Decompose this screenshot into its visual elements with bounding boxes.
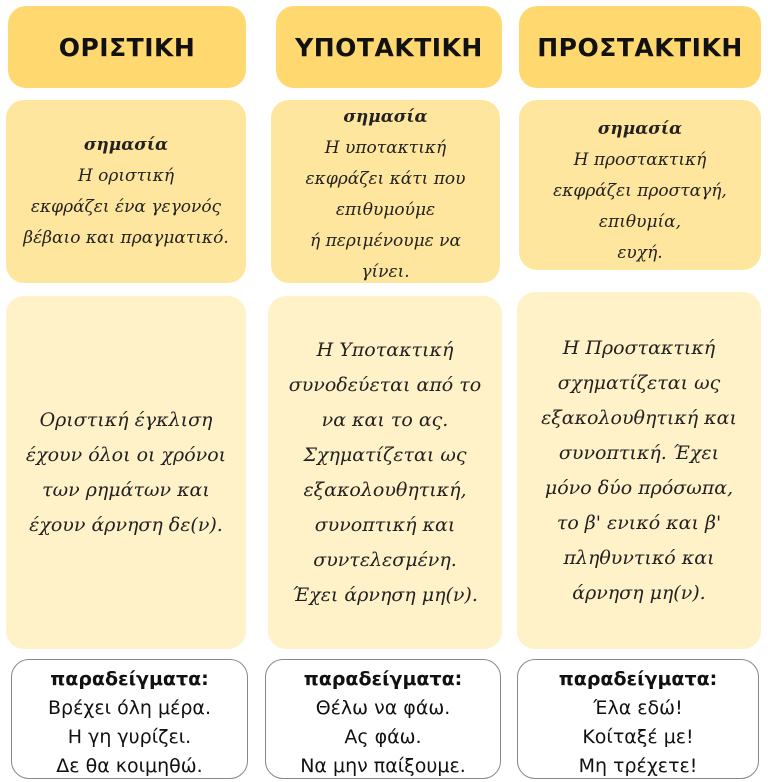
body-line: Σχηματίζεται ως xyxy=(303,443,467,466)
meaning-line: εκφράζει προσταγή, xyxy=(553,181,727,201)
meaning-card-prostaktiki xyxy=(519,100,761,270)
example-line: Η γη γυρίζει. xyxy=(67,726,192,748)
example-line: Δε θα κοιμηθώ. xyxy=(56,755,203,777)
header-title: ΠΡΟΣΤΑΚΤΙΚΗ xyxy=(537,32,743,62)
body-line: πληθυντικό και xyxy=(563,546,715,569)
meaning-label: σημασία xyxy=(343,107,428,127)
meaning-line: επιθυμούμε xyxy=(335,200,436,220)
example-line: Ας φάω. xyxy=(344,726,422,748)
body-line: Οριστική έγκλιση xyxy=(39,408,213,431)
meaning-line: Η υποτακτική xyxy=(324,138,447,158)
meaning-line: εκφράζει κάτι που xyxy=(305,169,466,189)
example-line: Έλα εδώ! xyxy=(593,697,683,719)
body-card-oristiki xyxy=(6,296,246,649)
body-line: συντελεσμένη. xyxy=(313,548,457,571)
header-title: ΥΠΟΤΑΚΤΙΚΗ xyxy=(295,32,483,62)
meaning-card-oristiki xyxy=(6,100,246,283)
body-line: Η Υποτακτική xyxy=(316,338,454,361)
body-line: να και το ας. xyxy=(321,408,449,431)
meaning-label: σημασία xyxy=(83,135,169,155)
body-card-ypotaktiki xyxy=(268,296,502,649)
meaning-label: σημασία xyxy=(597,119,683,139)
body-card-prostaktiki xyxy=(517,292,761,649)
examples-card-ypotaktiki xyxy=(265,659,501,779)
meaning-card-ypotaktiki xyxy=(271,100,500,283)
examples-label: παραδείγματα: xyxy=(303,668,463,690)
body-line: συνοδεύεται από το xyxy=(288,373,482,396)
body-line: μόνο δύο πρόσωπα, xyxy=(544,476,734,499)
body-line: Έχει άρνηση μη(ν). xyxy=(292,583,478,606)
body-line: το β' ενικό και β' xyxy=(556,511,722,534)
body-line: συνοπτική και xyxy=(314,513,456,536)
meaning-line: γίνει. xyxy=(361,262,410,282)
body-line: εξακολουθητική, xyxy=(303,478,467,501)
meaning-line: βέβαιο και πραγματικό. xyxy=(23,228,229,248)
header-title: ΟΡΙΣΤΙΚΗ xyxy=(58,32,196,62)
example-line: Μη τρέχετε! xyxy=(578,755,698,777)
body-line: έχουν άρνηση δε(ν). xyxy=(29,513,223,536)
meaning-line: ή περιμένουμε να xyxy=(309,231,461,251)
body-line: σχηματίζεται ως xyxy=(557,371,721,394)
body-line: Η Προστακτική xyxy=(562,336,716,359)
example-line: Κοίταξέ με! xyxy=(582,726,694,748)
example-line: Θέλω να φάω. xyxy=(315,697,451,719)
examples-label: παραδείγματα: xyxy=(50,668,209,690)
body-line: έχουν όλοι οι χρόνοι xyxy=(25,443,227,466)
meaning-line: εκφράζει ένα γεγονός xyxy=(30,197,222,217)
body-line: άρνηση μη(ν). xyxy=(572,581,706,604)
meaning-line: Η οριστική xyxy=(77,166,175,186)
header-oristiki xyxy=(8,6,246,88)
meaning-line: ευχή. xyxy=(617,243,663,263)
examples-label: παραδείγματα: xyxy=(558,668,718,690)
body-line: συνοπτική. Έχει xyxy=(558,441,720,464)
examples-card-oristiki xyxy=(11,659,248,779)
meaning-line: επιθυμία, xyxy=(598,212,682,232)
example-line: Βρέχει όλη μέρα. xyxy=(47,697,211,719)
header-prostaktiki xyxy=(519,6,761,88)
body-line: εξακολουθητική και xyxy=(541,406,737,429)
body-line: των ρημάτων και xyxy=(42,478,210,501)
examples-card-prostaktiki xyxy=(517,659,759,779)
meaning-line: Η προστακτική xyxy=(573,150,707,170)
header-ypotaktiki xyxy=(276,6,502,88)
example-line: Να μην παίξουμε. xyxy=(300,755,466,777)
